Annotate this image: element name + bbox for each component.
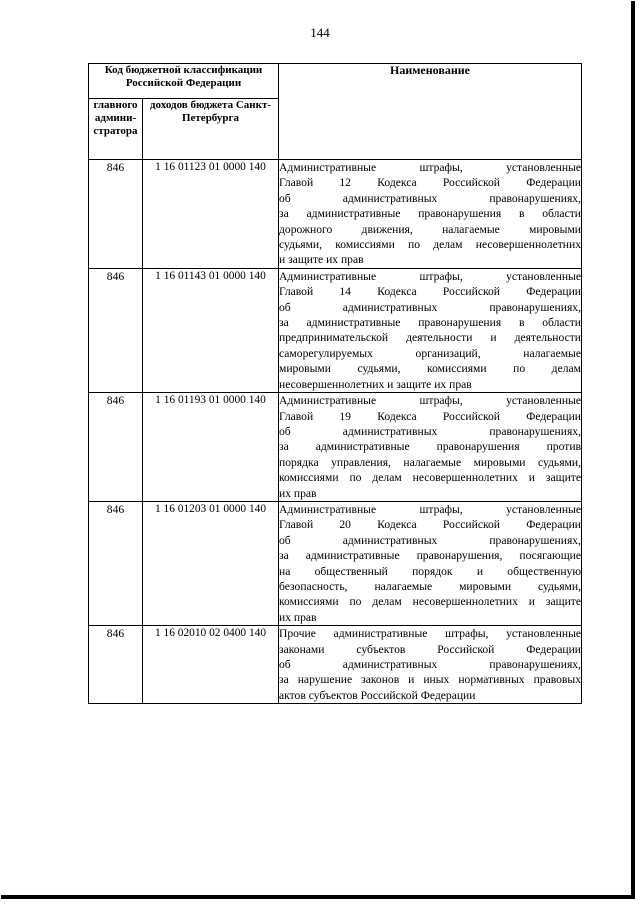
header-budget-code-group: Код бюджетной классификации Российской Федерации	[89, 64, 279, 99]
name-line: Административные штрафы, установленные	[279, 394, 581, 408]
name-line: саморегулируемых организаций, налагаемые	[279, 346, 581, 360]
name-line: дорожного движения, налагаемые мировыми	[279, 222, 581, 236]
name-line: на общественный порядок и общественную	[279, 564, 581, 578]
name-cell	[279, 501, 582, 625]
name-line: за административные правонарушения в области	[279, 316, 581, 330]
name-line: об административных правонарушениях,	[279, 191, 581, 205]
name-line: за административные правонарушения в области	[279, 207, 581, 221]
name-line: за нарушение законов и иных нормативных правовых	[279, 673, 581, 687]
name-line: их прав	[279, 610, 317, 624]
name-line: порядка управления, налагаемые мировыми судьями,	[279, 455, 581, 469]
name-line: за административные правонарушения против	[279, 440, 581, 454]
name-line: мировыми судьями, комиссиями по делам	[279, 362, 581, 376]
table-row	[89, 626, 582, 704]
page-number: 144	[310, 25, 330, 40]
budget-classification-table	[88, 63, 582, 704]
name-line: об административных правонарушениях,	[279, 658, 581, 671]
name-cell	[279, 393, 582, 502]
admin-code-cell: 846	[89, 160, 143, 269]
name-cell	[279, 626, 582, 704]
name-line: комиссиями по делам несовершеннолетних и защите	[279, 595, 581, 609]
name-line: безопасность, налагаемые мировыми судьями,	[279, 579, 581, 593]
budget-code-cell: 1 16 01123 01 0000 140	[143, 160, 279, 269]
name-line: актов субъектов Российской Федерации	[279, 688, 476, 702]
name-line: судьями, комиссиями по делам несовершеннолетних	[279, 238, 581, 252]
name-line: и защите их прав	[279, 253, 364, 267]
name-line: несовершеннолетних и защите их прав	[279, 377, 472, 391]
name-line: об административных правонарушениях,	[279, 300, 581, 314]
admin-code-cell: 846	[89, 268, 143, 392]
table-row	[89, 268, 582, 392]
name-line: предпринимательской деятельности и деятельности	[279, 331, 581, 345]
name-line: за административные правонарушения, посягающие	[279, 549, 581, 563]
budget-code-cell: 1 16 01193 01 0000 140	[143, 393, 279, 502]
budget-code-cell: 1 16 01143 01 0000 140	[143, 268, 279, 392]
name-line: их прав	[279, 486, 317, 500]
table-row	[89, 160, 582, 269]
budget-code-cell: 1 16 01203 01 0000 140	[143, 501, 279, 625]
name-line: Главой 19 Кодекса Российской Федерации	[279, 409, 581, 423]
name-line: Главой 12 Кодекса Российской Федерации	[279, 176, 581, 190]
table-row	[89, 501, 582, 625]
header-name: Наименование	[279, 64, 582, 160]
name-line: об административных правонарушениях,	[279, 533, 581, 547]
admin-code-cell: 846	[89, 626, 143, 704]
table-row	[89, 393, 582, 502]
name-line: законами субъектов Российской Федерации	[279, 642, 581, 656]
name-line: Административные штрафы, установленные	[279, 161, 581, 174]
name-line: Административные штрафы, установленные	[279, 269, 581, 283]
name-line: комиссиями по делам несовершеннолетних и защите	[279, 471, 581, 485]
budget-code-cell: 1 16 02010 02 0400 140	[143, 626, 279, 704]
admin-code-cell: 846	[89, 393, 143, 502]
name-line: Административные штрафы, установленные	[279, 502, 581, 516]
name-line: Главой 20 Кодекса Российской Федерации	[279, 518, 581, 532]
name-line: Прочие административные штрафы, установленные	[279, 627, 581, 641]
admin-code-cell: 846	[89, 501, 143, 625]
name-line: об административных правонарушениях,	[279, 424, 581, 438]
header-income: доходов бюджета Санкт-Петербурга	[143, 99, 279, 160]
name-cell	[279, 268, 582, 392]
header-admin: главного админи-стратора	[89, 99, 143, 160]
name-line: Главой 14 Кодекса Российской Федерации	[279, 285, 581, 299]
name-cell	[279, 160, 582, 269]
